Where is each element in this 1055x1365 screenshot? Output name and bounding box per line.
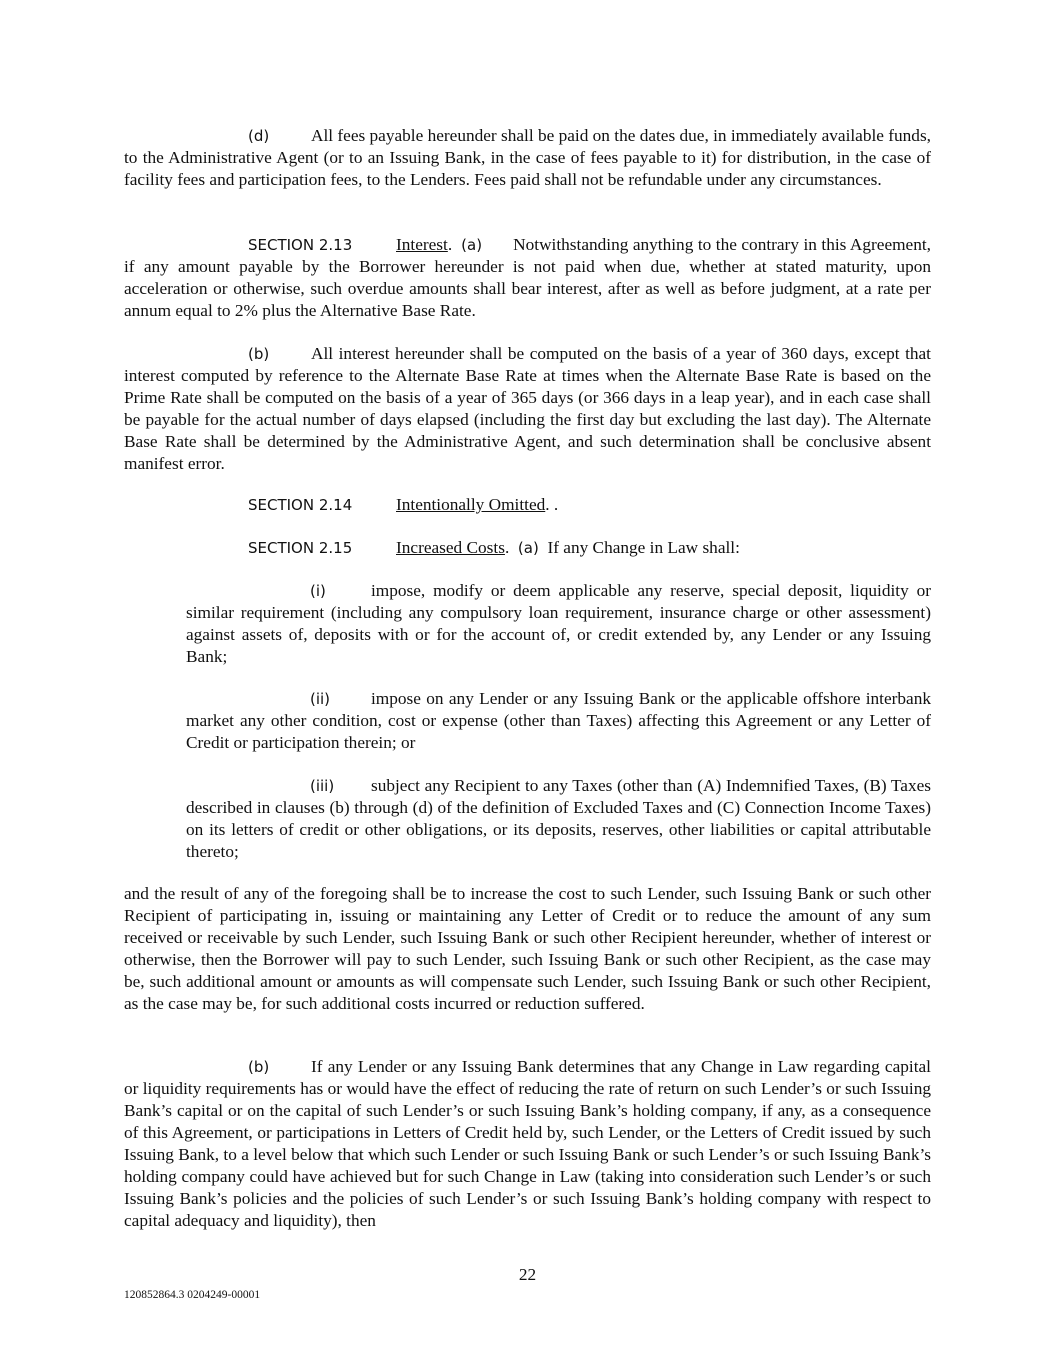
section-2-15-paragraph: SECTION 2.15 Increased Costs. (a) If any Change in Law shall: (248, 538, 740, 557)
document-id-footer: 120852864.3 0204249-00001 (124, 1289, 261, 1301)
page-number: 22 (518, 1265, 537, 1284)
label-b-interest: (b) (248, 345, 270, 363)
section-2-14-number: SECTION 2.14 (248, 496, 353, 514)
clause-ii-label: (ii) (310, 690, 331, 708)
paragraph-interest-b (124, 343, 931, 475)
clause-ii-text: impose on any Lender or any Issuing Bank or the applicable offshore interbank market any other condition, cost or expense (other than Taxes) affecting this Agreement or any Letter of Credit or participation therein; or (186, 689, 931, 752)
paragraph-fees-d-text: All fees payable hereunder shall be paid on the dates due, in immediately available funds, to the Administrative Agent (or to an Issuing Bank, in the case of fees payable to it) for distribution, in the case of facility fees and participation fees, to the Lenders. Fees paid shall not be refundable under any circumstances. (124, 126, 931, 189)
clause-iii-text: subject any Recipient to any Taxes (other than (A) Indemnified Taxes, (B) Taxes described in clauses (b) through (d) of the definition of Excluded Taxes and (C) Connection Income Taxes) on its letters of credit or other obligations, or its deposits, reserves, other liabilities or capital attributable thereto; (186, 776, 931, 861)
clause-i (186, 580, 931, 668)
section-2-14-paragraph (124, 494, 931, 516)
label-d: (d) (248, 127, 270, 145)
section-2-15-text: If any Change in Law shall: (547, 538, 740, 557)
paragraph-fees-d (124, 125, 931, 191)
paragraph-result (124, 883, 931, 1015)
section-2-13-text: Notwithstanding anything to the contrary in this Agreement, if any amount payable by the Borrower hereunder is not paid when due, whether at stated maturity, upon acceleration or otherwise, such overdue amounts shall bear interest, after as well as before judgment, at a rate per annum equal to 2% plus the Alternative Base Rate. (124, 235, 931, 320)
clause-iii-label: (iii) (310, 777, 335, 795)
section-2-14-trail: . . (545, 495, 559, 514)
section-2-15-number: SECTION 2.15 (248, 539, 353, 557)
clause-i-text: impose, modify or deem applicable any reserve, special deposit, liquidity or similar requirement (including any compulsory loan requirement, insurance charge or other assessment) against assets of, deposits with or for the account of, or credit extended by, any Lender or any Issuing Bank; (186, 581, 931, 666)
section-2-13-label-a: (a) (461, 236, 483, 254)
section-2-15-title: Increased Costs (396, 538, 505, 557)
label-b-capital: (b) (248, 1058, 270, 1076)
clause-ii (186, 688, 931, 754)
section-2-13-number: SECTION 2.13 (248, 236, 353, 254)
clause-iii (186, 775, 931, 863)
section-2-14-title: Intentionally Omitted (396, 495, 546, 514)
clause-i-label: (i) (310, 582, 326, 600)
paragraph-capital-b (124, 1056, 931, 1232)
paragraph-interest-b-text: All interest hereunder shall be computed on the basis of a year of 360 days, except that interest computed by reference to the Alternate Base Rate at times when the Alternate Base Rate is based on the Prime Rate shall be computed on the basis of a year of 365 days (or 366 days in a leap year), and in each case shall be payable for the actual number of days elapsed (including the first day but excluding the last day). The Alternate Base Rate shall be determined by the Administrative Agent, and such determination shall be conclusive absent manifest error. (124, 344, 931, 473)
section-2-15-label-a: (a) (517, 539, 539, 557)
section-2-13-title: Interest (396, 235, 448, 254)
paragraph-capital-b-text: If any Lender or any Issuing Bank determines that any Change in Law regarding capital or liquidity requirements has or would have the effect of reducing the rate of return on such Lender’s or such Issuing Bank’s capital or on the capital of such Lender’s or such Issuing Bank’s holding company, if any, as a consequence of this Agreement, or participations in Letters of Credit held by, such Lender, or the Letters of Credit issued by such Issuing Bank, to a level below that which such Lender or such Issuing Bank or such Lender’s or such Issuing Bank’s holding company could have achieved but for such Change in Law (taking into consideration such Lender’s or such Issuing Bank’s policies and the policies of such Lender’s or such Issuing Bank’s holding company with respect to capital adequacy and liquidity), then (124, 1057, 931, 1230)
paragraph-result-text: and the result of any of the foregoing shall be to increase the cost to such Lender, such Issuing Bank or such other Recipient of participating in, issuing or maintaining any Letter of Credit or to reduce the amount of any sum received or receivable by such Lender, such Issuing Bank or such other Recipient hereunder, whether of interest or otherwise, then the Borrower will pay to such Lender, such Issuing Bank or such other Recipient, as the case may be, such additional amount or amounts as will compensate such Lender, such Issuing Bank or such other Recipient, as the case may be, for such additional costs incurred or reduction suffered. (124, 884, 931, 1013)
section-2-13-paragraph: SECTION 2.13 Interest. (a) Notwithstanding anything to the contrary in this Agreement, if any amount payable by the Borrower hereunder is not paid when due, whether at stated maturity, upon acceleration or otherwise, such overdue amounts shall bear interest, after as well as before judgment, at a rate per annum equal to 2% plus the Alternative Base Rate. (124, 235, 931, 320)
